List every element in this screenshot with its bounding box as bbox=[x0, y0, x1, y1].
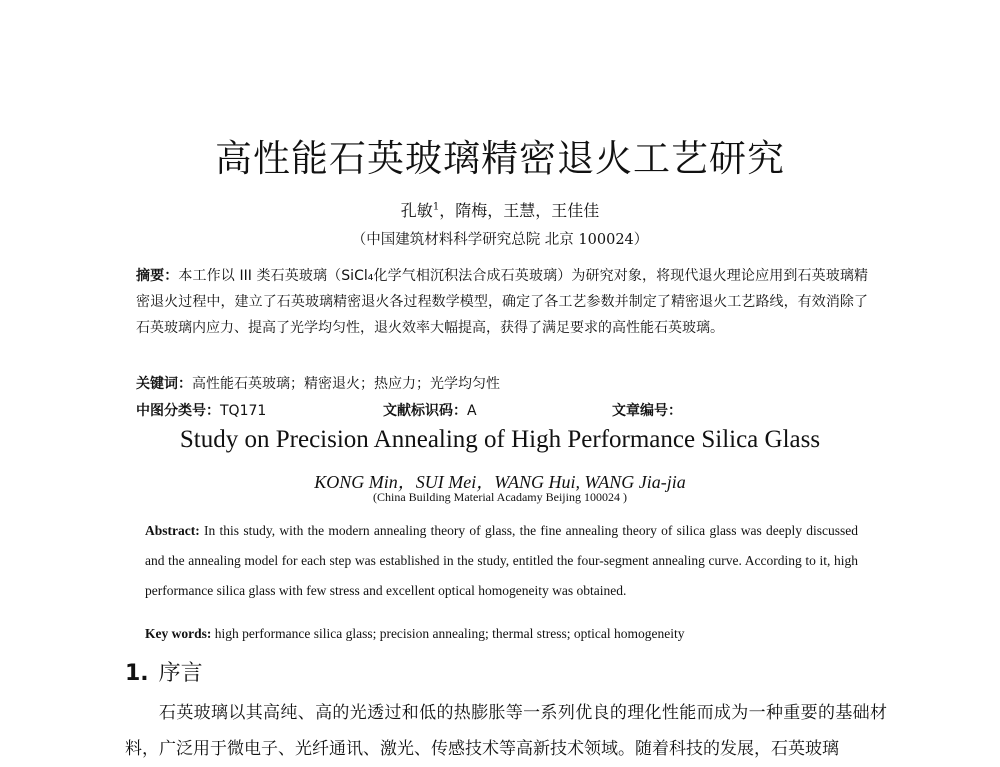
author-first: 孔敏 bbox=[400, 201, 433, 220]
paper-title-en: Study on Precision Annealing of High Performance Silica Glass bbox=[179, 426, 821, 453]
abstract-en-text: In this study, with the modern annealing theory of glass, the fine annealing theory of silica glass was deeply discussed and the annealing model for each step was established in the study, entitled the four-segment annealing curve. According to it, high performance silica glass with few stress and excellent optical homogeneity was obtained. bbox=[145, 523, 858, 598]
article-number bbox=[612, 400, 682, 420]
body-paragraph: 石英玻璃以其高纯、高的光透过和低的热膨胀等一系列优良的理化性能而成为一种重要的基础材料，广泛用于微电子、光纤通讯、激光、传感技术等高新技术领域。随着科技的发展，石英玻璃 bbox=[125, 703, 887, 759]
abstract-cn-label: 摘要： bbox=[136, 268, 179, 284]
paper-title-cn: 高性能石英玻璃精密退火工艺研究 bbox=[215, 137, 785, 180]
keywords-cn-label: 关键词： bbox=[136, 376, 192, 392]
section-heading bbox=[125, 656, 203, 687]
author-superscript: 1 bbox=[432, 201, 440, 213]
doc-code-label: 文献标识码： bbox=[383, 403, 467, 419]
clc-label: 中图分类号： bbox=[136, 403, 220, 419]
abstract-en-label: Abstract: bbox=[145, 523, 200, 538]
affiliation-en: (China Building Material Acadamy Beijing 100024 ) bbox=[373, 490, 627, 504]
affiliation-cn: （中国建筑材料科学研究总院 北京 100024） bbox=[351, 232, 649, 248]
doc-code bbox=[383, 400, 477, 420]
keywords-cn bbox=[136, 373, 500, 393]
keywords-cn-text: 高性能石英玻璃；精密退火；热应力；光学均匀性 bbox=[192, 376, 500, 392]
authors-en: KONG Min，SUI Mei，WANG Hui, WANG Jia-jia bbox=[314, 472, 686, 492]
author-rest: ，隋梅，王慧，王佳佳 bbox=[439, 201, 600, 220]
section-title: 序言 bbox=[158, 661, 203, 686]
section-number: 1. bbox=[125, 661, 149, 686]
authors-cn bbox=[0, 198, 1000, 221]
abstract-en bbox=[145, 516, 858, 606]
keywords-en-text: high performance silica glass; precision annealing; thermal stress; optical homogeneity bbox=[214, 626, 685, 641]
article-no-label: 文章编号： bbox=[612, 403, 682, 419]
clc-value: TQ171 bbox=[220, 403, 267, 419]
clc-number bbox=[136, 400, 266, 420]
keywords-en-label: Key words: bbox=[145, 626, 212, 641]
doc-code-value: A bbox=[467, 403, 477, 419]
abstract-cn bbox=[136, 263, 868, 341]
keywords-en bbox=[145, 626, 685, 642]
abstract-cn-text: 本工作以 III 类石英玻璃（SiCl₄化学气相沉积法合成石英玻璃）为研究对象，将现代退火理论应用到石英玻璃精密退火过程中，建立了石英玻璃精密退火各过程数学模型，确定了各工艺参数并制定了精密退火工艺路线，有效消除了石英玻璃内应力、提高了光学均匀性，退火效率大幅提高，获得了满足要求的高性能石英玻璃。 bbox=[136, 268, 869, 336]
